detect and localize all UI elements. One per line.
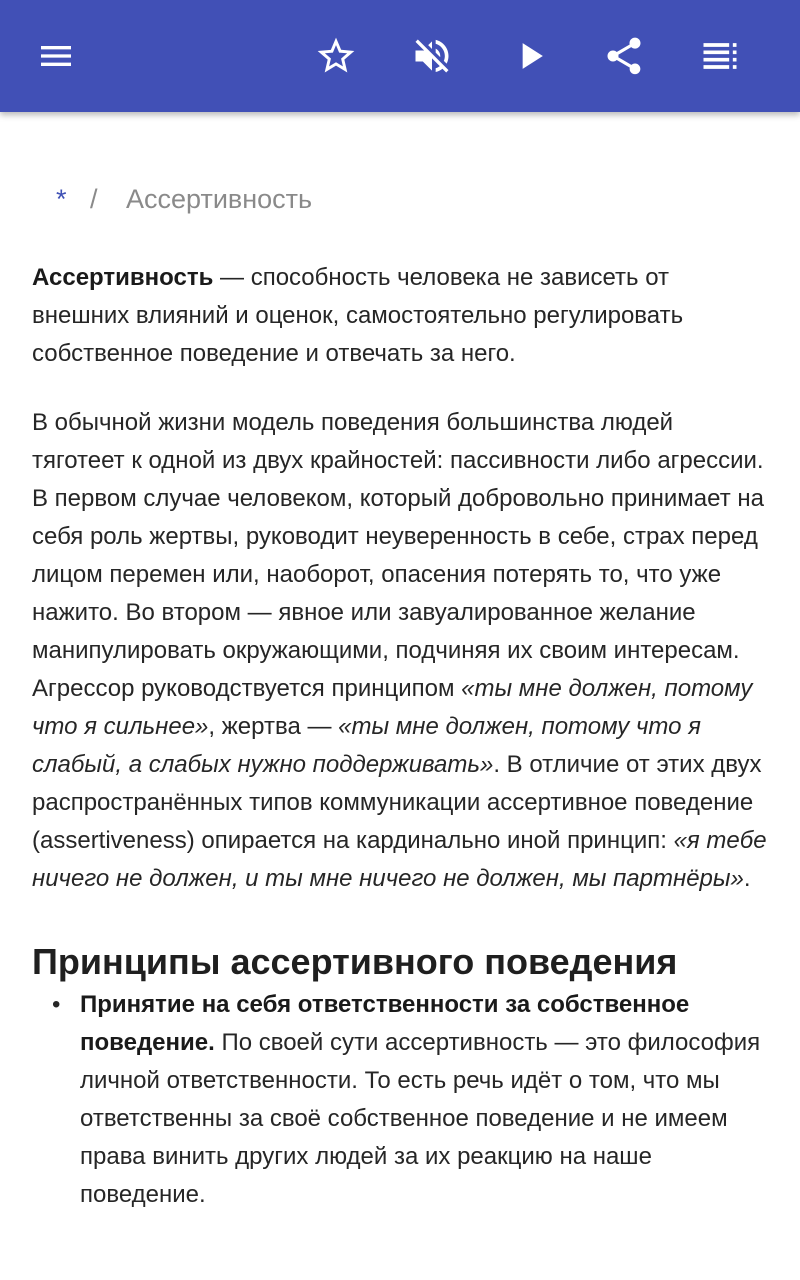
list-item-title: Принятие на себя ответственности за собственное поведение. bbox=[80, 991, 690, 1056]
section-heading: Принципы ассертивного поведения bbox=[32, 941, 678, 982]
paragraph-text: В обычной жизни модель поведения большинства людей тяготеет к одной из двух крайностей: пассивности либо агрессии. В первом случае человеком, который добровольно принимает на себя роль жертвы, руководит неуверенность в себе, страх перед лицом перемен или, наоборот, опасения потерять то, что уже нажито. Во втором — явное или завуалированное желание манипулировать окружающими, подчиняя их своим интересам. Агрессор руководствуется принципом bbox=[32, 409, 764, 702]
list-item bbox=[32, 986, 770, 1214]
play-icon bbox=[508, 34, 552, 78]
share-button[interactable] bbox=[596, 28, 652, 84]
play-button[interactable] bbox=[502, 28, 558, 84]
star-outline-icon bbox=[314, 34, 358, 78]
article-content bbox=[32, 112, 770, 1214]
favorite-button[interactable] bbox=[308, 28, 364, 84]
article-term: Ассертивность bbox=[32, 264, 214, 291]
intro-paragraph bbox=[32, 259, 770, 373]
principles-list bbox=[32, 986, 770, 1214]
breadcrumb bbox=[32, 177, 770, 221]
intro-text: — способность человека не зависеть от внешних влияний и оценок, самостоятельно регулировать собственное поведение и отвечать за него. bbox=[32, 264, 684, 367]
breadcrumb-current: Ассертивность bbox=[126, 183, 313, 214]
app-bar bbox=[0, 0, 800, 112]
quote-victim: «ты мне должен, потому что я слабый, а слабых нужно поддерживать» bbox=[32, 713, 701, 778]
list-item-text: По своей сути ассертивность — это философия личной ответственности. То есть речь идёт о том, что мы ответственны за своё собственное поведение и не имеем права винить других людей за их реакцию на наше поведение. bbox=[80, 1029, 761, 1208]
quote-aggressor: «ты мне должен, потому что я сильнее» bbox=[32, 675, 753, 740]
breadcrumb-separator: / bbox=[90, 183, 98, 214]
breadcrumb-home-link[interactable]: * bbox=[56, 183, 67, 214]
volume-off-icon bbox=[410, 34, 454, 78]
mute-button[interactable] bbox=[404, 28, 460, 84]
paragraph-text: . bbox=[743, 865, 751, 892]
quote-partner: «я тебе ничего не должен, и ты мне ничего не должен, мы партнёры» bbox=[32, 827, 767, 892]
body-paragraph bbox=[32, 404, 770, 898]
paragraph-text: , жертва — bbox=[208, 713, 339, 740]
list-icon bbox=[698, 34, 742, 78]
contents-button[interactable] bbox=[692, 28, 748, 84]
share-icon bbox=[602, 34, 646, 78]
paragraph-text: . В отличие от этих двух распространённых типов коммуникации ассертивное поведение (assertiveness) опирается на кардинально иной принцип: bbox=[32, 751, 762, 854]
menu-icon bbox=[36, 36, 76, 76]
bullet: • bbox=[52, 991, 61, 1018]
menu-button[interactable] bbox=[28, 28, 84, 84]
